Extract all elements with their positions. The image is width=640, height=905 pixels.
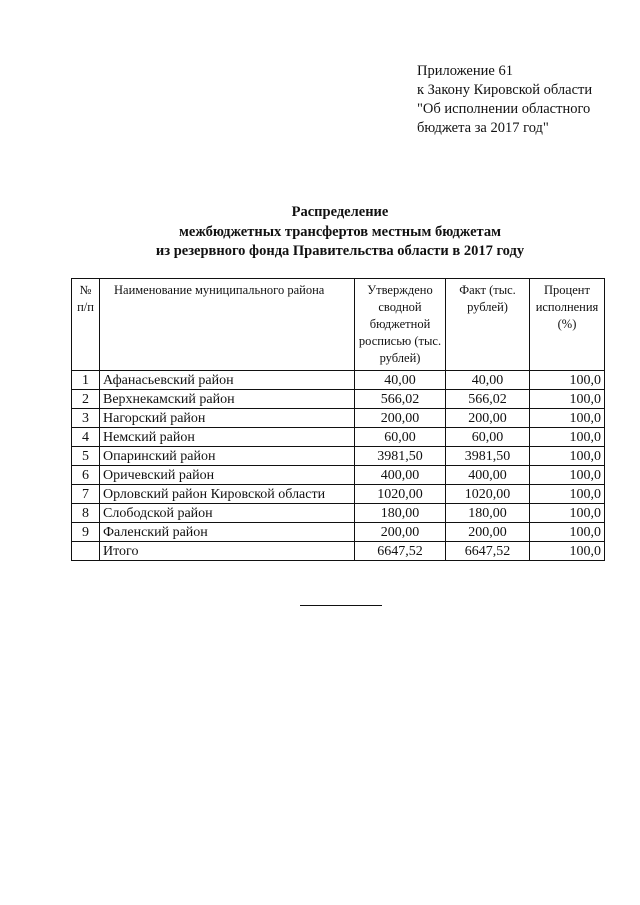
row-num: 6	[72, 466, 100, 485]
row-name: Слободской район	[100, 504, 355, 523]
row-name: Фаленский район	[100, 523, 355, 542]
row-percent: 100,0	[530, 371, 605, 390]
row-approved: 3981,50	[355, 447, 446, 466]
table-header-row	[72, 279, 605, 371]
row-approved: 1020,00	[355, 485, 446, 504]
row-name: Опаринский район	[100, 447, 355, 466]
appendix-line: "Об исполнении областного	[417, 101, 591, 117]
row-fact: 200,00	[446, 523, 530, 542]
row-name: Немский район	[100, 428, 355, 447]
table-row	[72, 504, 605, 523]
row-fact: 200,00	[446, 409, 530, 428]
header-name: Наименование муниципального района	[100, 279, 355, 371]
closing-divider	[300, 605, 382, 606]
document-title	[60, 203, 620, 262]
title-line: из резервного фонда Правительства области в 2017 году	[155, 243, 525, 259]
row-percent: 100,0	[530, 390, 605, 409]
appendix-line: Приложение 61	[417, 63, 513, 79]
row-percent: 100,0	[530, 466, 605, 485]
total-row	[72, 542, 605, 561]
row-percent: 100,0	[530, 409, 605, 428]
row-percent: 100,0	[530, 485, 605, 504]
header-fact: Факт (тыс. рублей)	[446, 279, 530, 371]
row-name: Афанасьевский район	[100, 371, 355, 390]
row-approved: 60,00	[355, 428, 446, 447]
row-fact: 400,00	[446, 466, 530, 485]
row-num: 7	[72, 485, 100, 504]
total-num-cell	[72, 542, 100, 561]
row-approved: 180,00	[355, 504, 446, 523]
title-line: Распределение	[291, 204, 389, 220]
row-fact: 566,02	[446, 390, 530, 409]
transfers-table	[71, 278, 605, 561]
row-num: 1	[72, 371, 100, 390]
table-row	[72, 428, 605, 447]
total-approved: 6647,52	[355, 542, 446, 561]
header-percent: Процент исполнения (%)	[530, 279, 605, 371]
title-line: межбюджетных трансфертов местным бюджетам	[179, 223, 501, 240]
row-num: 3	[72, 409, 100, 428]
table-row	[72, 409, 605, 428]
total-label: Итого	[100, 542, 355, 561]
row-approved: 200,00	[355, 409, 446, 428]
table-row	[72, 466, 605, 485]
row-fact: 180,00	[446, 504, 530, 523]
row-percent: 100,0	[530, 504, 605, 523]
row-name: Орловский район Кировской области	[100, 485, 355, 504]
row-num: 8	[72, 504, 100, 523]
header-num: № п/п	[72, 279, 100, 371]
row-fact: 40,00	[446, 371, 530, 390]
appendix-note	[417, 62, 592, 138]
table-row	[72, 371, 605, 390]
row-approved: 40,00	[355, 371, 446, 390]
row-num: 4	[72, 428, 100, 447]
appendix-line: бюджета за 2017 год"	[417, 120, 549, 136]
table-row	[72, 447, 605, 466]
row-num: 2	[72, 390, 100, 409]
row-percent: 100,0	[530, 447, 605, 466]
appendix-line: к Закону Кировской области	[417, 82, 593, 98]
row-percent: 100,0	[530, 523, 605, 542]
row-fact: 60,00	[446, 428, 530, 447]
row-fact: 1020,00	[446, 485, 530, 504]
row-num: 9	[72, 523, 100, 542]
row-approved: 566,02	[355, 390, 446, 409]
row-percent: 100,0	[530, 428, 605, 447]
row-name: Нагорский район	[100, 409, 355, 428]
table-row	[72, 523, 605, 542]
row-num: 5	[72, 447, 100, 466]
row-approved: 200,00	[355, 523, 446, 542]
table-row	[72, 485, 605, 504]
header-approved: Утверждено сводной бюджетной росписью (тыс. рублей)	[355, 279, 446, 371]
row-name: Верхнекамский район	[100, 390, 355, 409]
total-percent: 100,0	[530, 542, 605, 561]
table-row	[72, 390, 605, 409]
row-name: Оричевский район	[100, 466, 355, 485]
row-fact: 3981,50	[446, 447, 530, 466]
row-approved: 400,00	[355, 466, 446, 485]
total-fact: 6647,52	[446, 542, 530, 561]
